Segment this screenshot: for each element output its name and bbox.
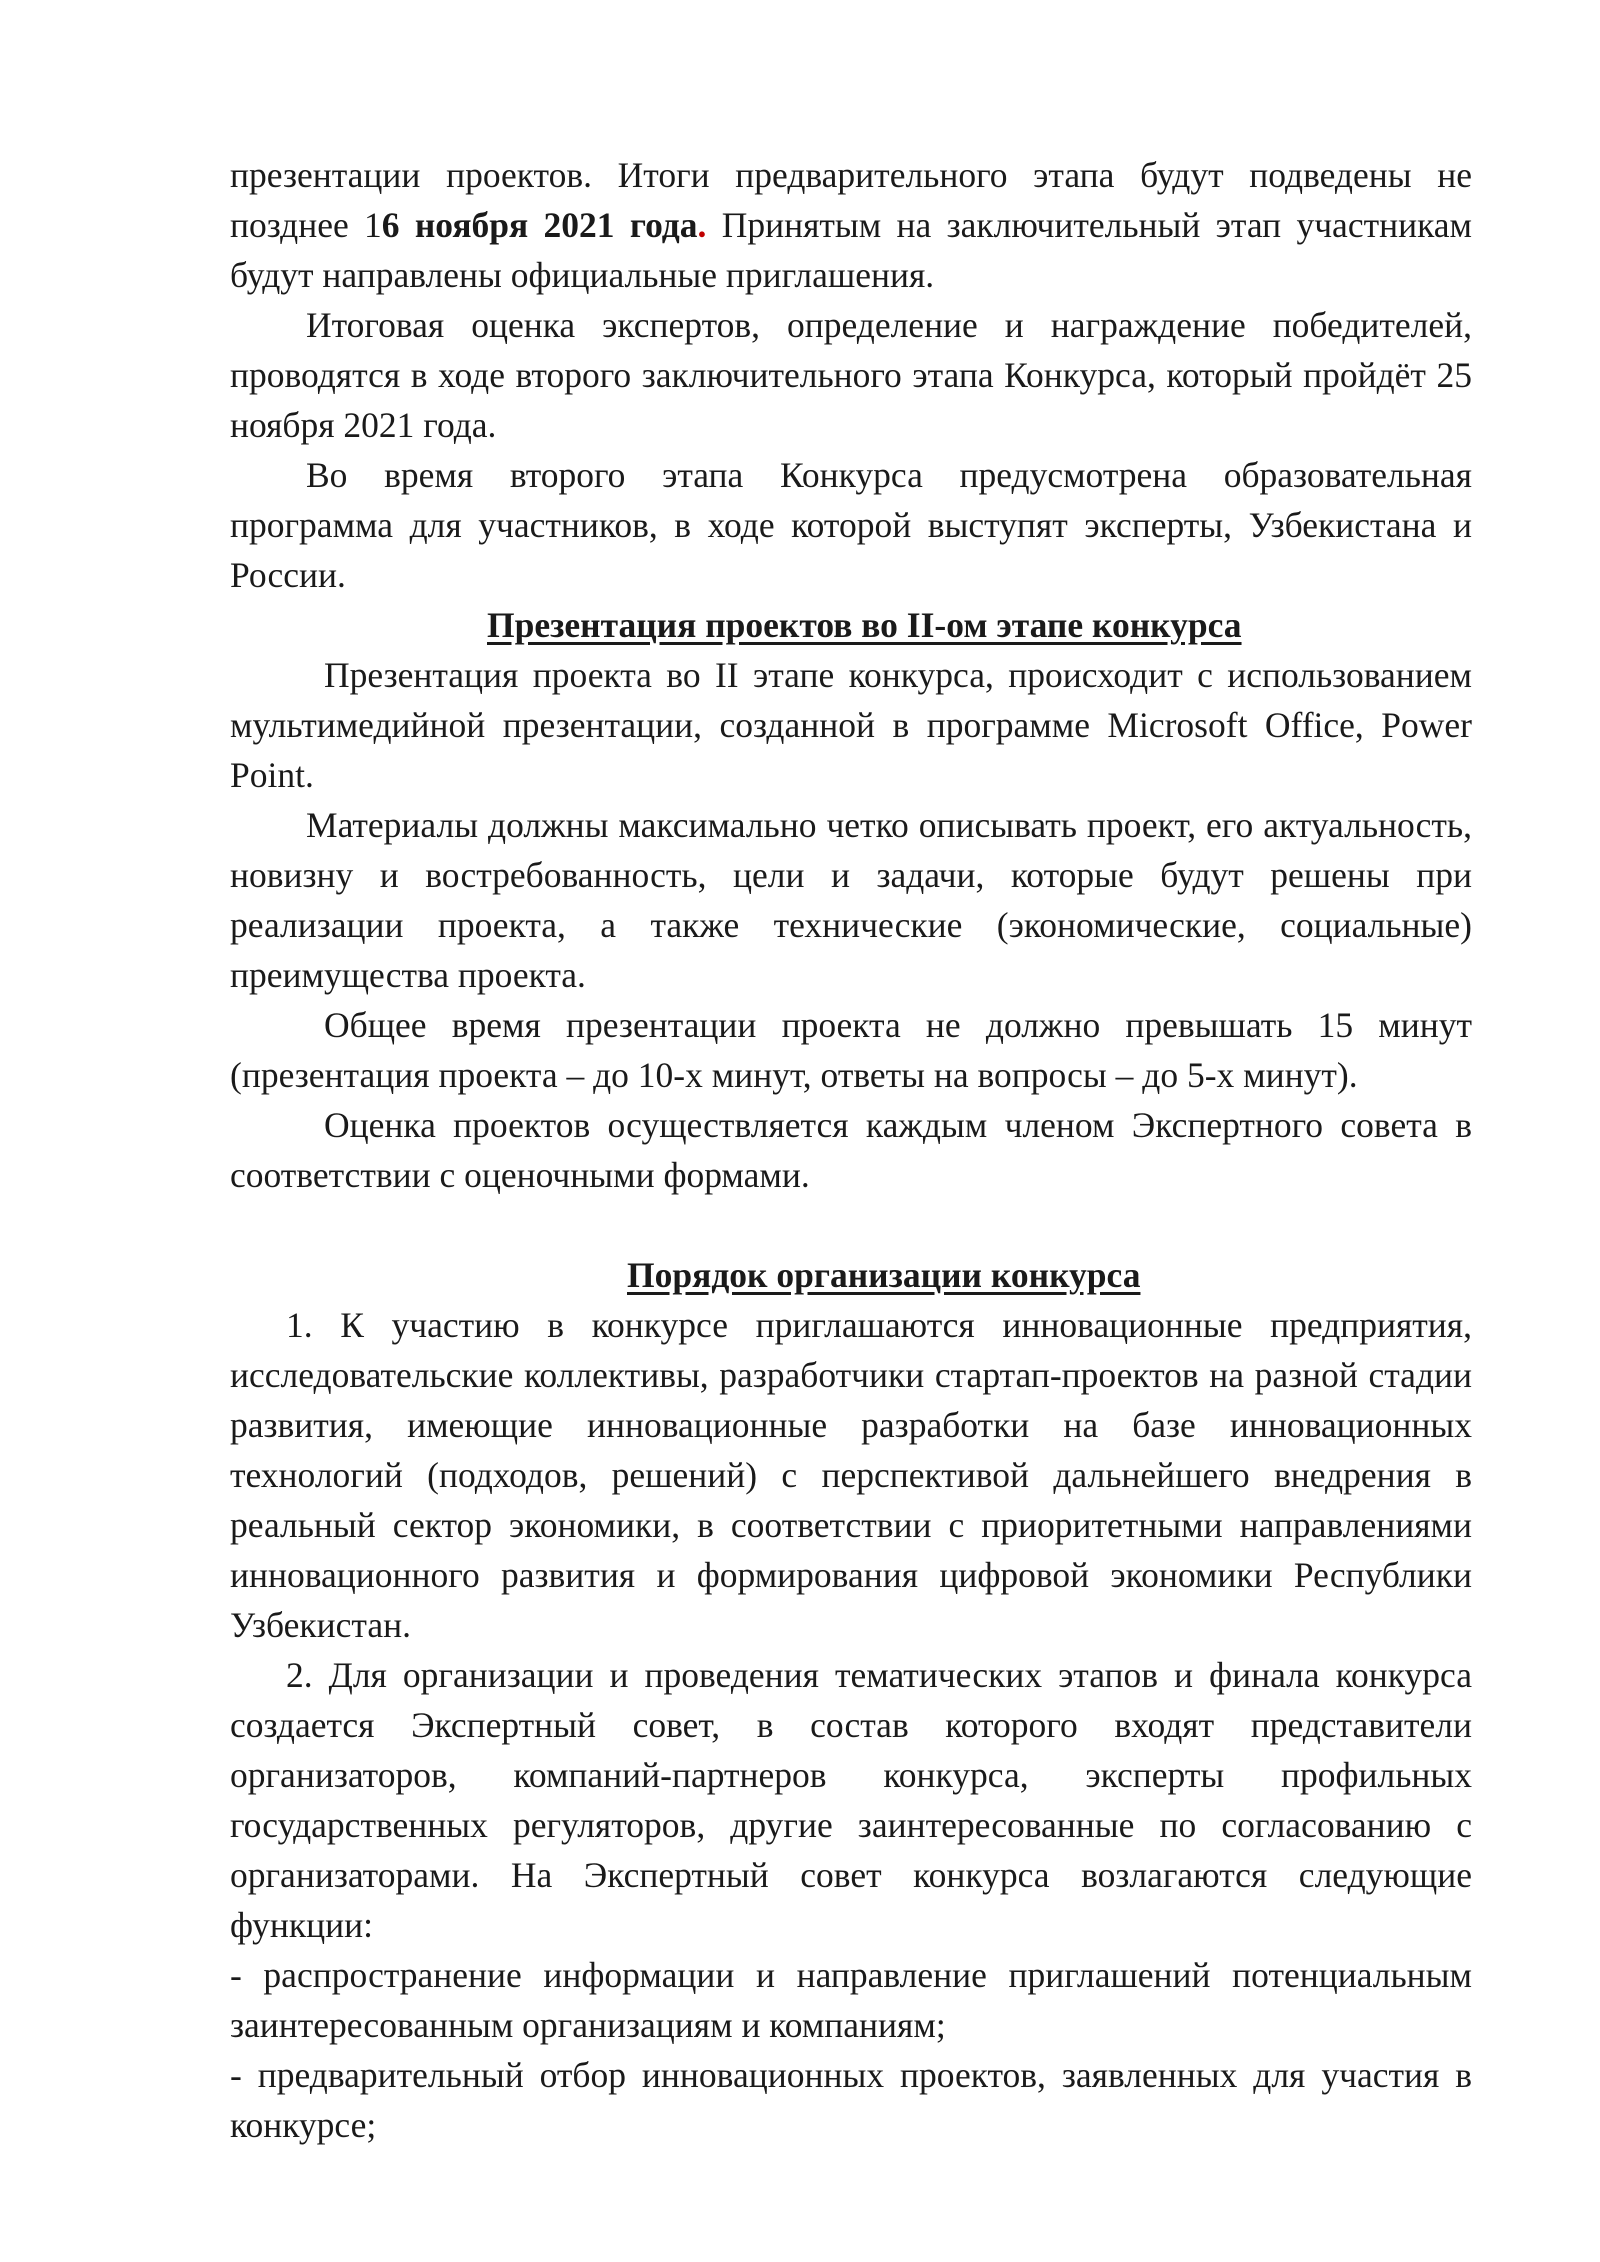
red-period: . (697, 205, 707, 245)
list-item-expert-council: 2. Для организации и проведения тематических этапов и финала конкурса создается Экспертный совет, в состав которого входят представители организаторов, компаний-партнеров конкурса, эксперты профильных государственных регуляторов, другие заинтересованные по согласованию с организаторами. На Экспертный совет конкурса возлагаются следующие функции: (230, 1655, 1472, 1945)
paragraph-presentation-time: Общее время презентации проекта не должно превышать 15 минут (презентация проекта – до 10-х минут, ответы на вопросы – до 5-х минут). (230, 1005, 1472, 1095)
section-heading-presentation: Презентация проектов во II-ом этапе конкурса (487, 605, 1242, 645)
paragraph-presentation-format: Презентация проекта во II этапе конкурса, происходит с использованием мультимедийной презентации, созданной в программе Microsoft Office, Power Point. (230, 655, 1472, 795)
paragraph-text: Принятым на заключительный этап участникам будут направлены официальные приглашения. (230, 205, 1473, 295)
paragraph-text: презентации проектов. Итоги предварительного этапа будут подведены не позднее 1 (230, 155, 1472, 245)
deadline-date: 6 ноября 2021 года (381, 205, 698, 245)
bullet-item-preselection: - предварительный отбор инновационных проектов, заявленных для участия в конкурсе; (230, 2055, 1472, 2145)
paragraph-evaluation: Оценка проектов осуществляется каждым членом Экспертного совета в соответствии с оценочными формами. (230, 1105, 1472, 1195)
paragraph-final-evaluation: Итоговая оценка экспертов, определение и награждение победителей, проводятся в ходе второго заключительного этапа Конкурса, который пройдёт 25 ноября 2021 года. (230, 305, 1472, 445)
document-page (230, 150, 1472, 2150)
list-item-participation: 1. К участию в конкурсе приглашаются инновационные предприятия, исследовательские коллективы, разработчики стартап-проектов на разной стадии развития, имеющие инновационные разработки на базе инновационных технологий (подходов, решений) с перспективой дальнейшего внедрения в реальный сектор экономики, в соответствии с приоритетными направлениями инновационного развития и формирования цифровой экономики Республики Узбекистан. (230, 1305, 1472, 1645)
bullet-item-distribution: - распространение информации и направление приглашений потенциальным заинтересованным организациям и компаниям; (230, 1955, 1472, 2045)
section-heading-organization: Порядок организации конкурса (627, 1255, 1141, 1295)
paragraph-education-program: Во время второго этапа Конкурса предусмотрена образовательная программа для участников, в ходе которой выступят эксперты, Узбекистана и России. (230, 455, 1472, 595)
paragraph-materials: Материалы должны максимально четко описывать проект, его актуальность, новизну и востребованность, цели и задачи, которые будут решены при реализации проекта, а также технические (экономические, социальные) преимущества проекта. (230, 805, 1472, 995)
paragraph-preliminary-results (230, 150, 1472, 300)
